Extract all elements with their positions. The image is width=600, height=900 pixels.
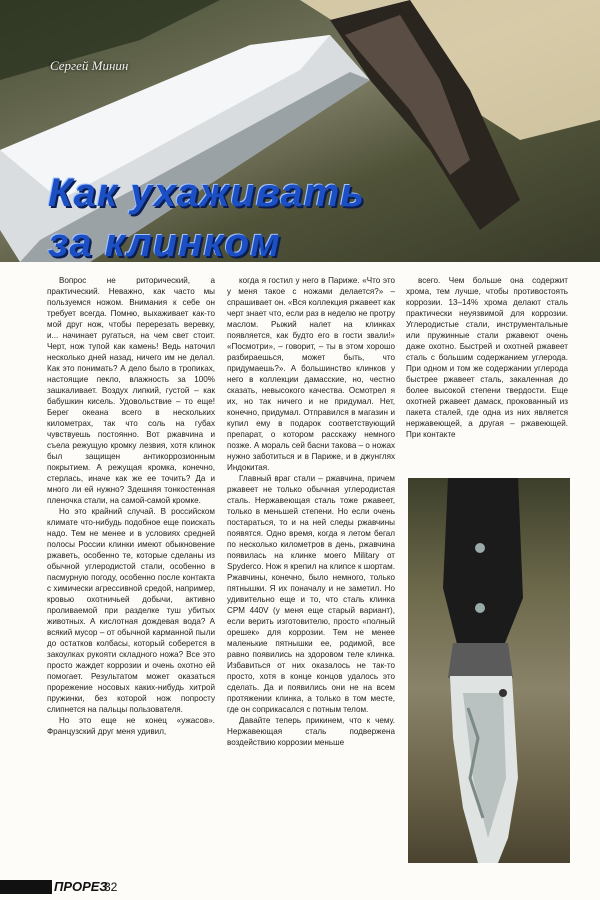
paragraph: Вопрос не риторический, а практический. Неважно, как часто мы пользуемся ножом. Внимания к себе он требует всегда. Помню, выхаживает как-то мой друг нож, чтобы перерезать веревку, и... начинает ругаться, на чем свет стоит. Черт, нож тупой как камень! Ведь наточил несколько дней назад, ничего им не делал. Как это понимать? А дело было в тропиках, настоящие пекло, влажность за 100% зашкаливает. Воздух липкий, густой – как бабушкин кисель. Удовольствие – то еще! Берег океана всего в нескольких километрах, так что соль на губах чувствуешь постоянно. Вот ржавчина и съела режущую кромку лезвия, хотя клинок был защищен антикоррозионным покрытием. А режущая кромка, конечно, стерлась, иначе как же ее точить? Да и много ли ей нужно? Здешняя тонкостенная пленочка стали, на самой-самой кромке.: [47, 276, 215, 505]
title-line-2: за клинком: [48, 221, 281, 265]
footer-bar: [0, 880, 52, 894]
knife-illustration: [408, 478, 570, 863]
text-column-3: [406, 275, 568, 465]
text-column-2: [227, 275, 395, 860]
page-footer: [0, 868, 600, 900]
paragraph: когда я гостил у него в Париже. «Что это у меня такое с ножами делается?» – спрашивает он. «Вся коллекция ржавеет как черт знает что, если раз в неделю не протру маслом. Рыжий налет на клинках появляется, как будто его в гости звали!» «Посмотри», – говорит, – ты в этом хорошо разбираешься, может быть, что придумаешь?». А большинство клинков у него в коллекции дамасские, но, честно сказать, невысокого качества. Осмотрел я их, но так ничего и не придумал. Нет, конечно, придумал. Отправился в магазин и купил ему в подарок соответствующий препарат, о котором расскажу немного позже. А мораль сей басни такова – о ножах нужно заботиться и в Париже, и в джунглях Индокитая.: [227, 276, 395, 472]
paragraph: Но это еще не конец «ужасов». Французский друг меня удивил,: [47, 716, 215, 736]
paragraph: Главный враг стали – ржавчина, причем ржавеет не только обычная углеродистая сталь. Нержавеющая сталь тоже ржавеет, только в меньшей степени. Но если очень постараться, то и на ней следы ржавчины появятся. Одно время, когда я летом бегал по несколько километров в день, ржавчина появилась на клинке моего Military от Spyderco. Нож я крепил на клипсе к шортам. Ржавчины, конечно, было немного, только пятнышки. Я их поначалу и не заметил. Но удивительно еще и то, что сталь клинка CPM 440V (у меня еще старый вариант), если верить изготовителю, просто «полный орешек» для коррозии. Тем не менее маленькие пятнышки ее, родимой, все равно появились на здоровом теле клинка. Избавиться от них оказалось не так-то просто, хотя в конце концов удалось это сделать. Да и появились они не на всем протяжении клинка, а только в том месте, где он соприкасался с потным телом.: [227, 474, 395, 714]
paragraph: всего. Чем больше она содержит хрома, тем лучше, чтобы противостоять коррозии. 13–14% хрома делают сталь практически неуязвимой для коррозии. Углеродистые стали, инструментальные или пружинные стали ржавеют очень даже охотно. Быстрей и охотней ржавеет сталь с большим содержанием углерода. При одном и том же содержании углерода быстрее ржавеет сталь, закаленная до более высокой степени твердости. Еще охотней ржавеет дамаск, прокованный из пакета сталей, где одна из них является нержавеющей, а другая – ржавеющей. При контакте: [406, 276, 568, 439]
article-title: [48, 168, 365, 268]
knife-photo: [408, 478, 570, 863]
page-number: 32: [104, 880, 118, 894]
paragraph: Но это крайний случай. В российском климате что-нибудь подобное еще поискать надо. Тем не менее и в условиях средней полосы России клинки имеют обыкновение ржаветь, особенно те, которые сделаны из обычной углеродистой стали, особенно в пасмурную погоду, особенно после контакта с химически агрессивной средой, например, кровью охотничьей добычи, активно проливаемой при разделке туш убитых животных. А кислотная дождевая вода? А всякий мусор – от обычной карманной пыли до остатков колбасы, который соберется в закоулках рукояти складного ножа? Все это просто жаждет коррозии и очень охотно ей помогает. Результатом может оказаться прорежение носовых каких-нибудь хитрой пружинки, без которой нож попросту слипнется на пальцы пользователя.: [47, 507, 215, 714]
title-line-1: Как ухаживать: [48, 171, 366, 215]
magazine-name: ПРОРЕЗ: [54, 879, 108, 894]
paragraph: Давайте теперь прикинем, что к чему. Нержавеющая сталь подвержена воздействию коррозии меньше: [227, 716, 395, 747]
author-name: Сергей Минин: [50, 58, 129, 73]
text-column-1: [47, 275, 215, 860]
